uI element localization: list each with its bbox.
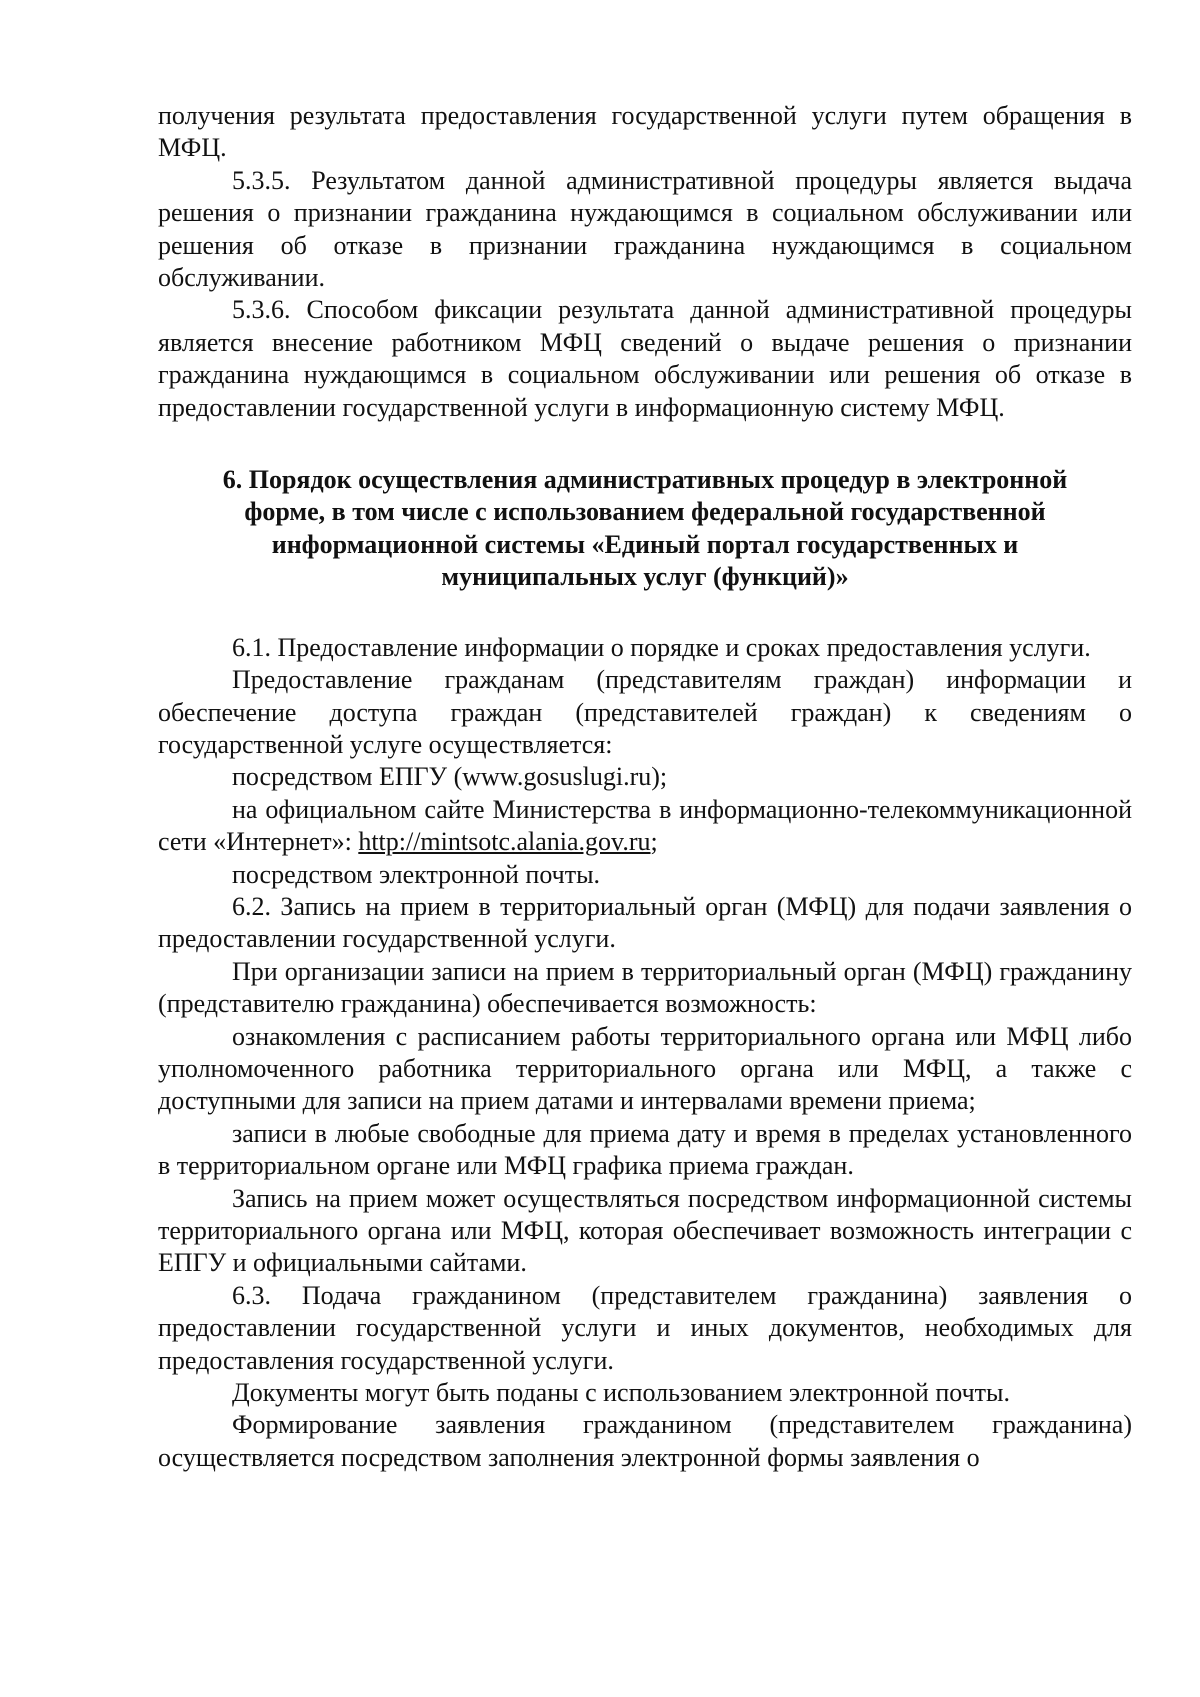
heading-line-4: муниципальных услуг (функций)» [441, 562, 849, 592]
paragraph-official-site [158, 794, 1132, 859]
paragraph-email-docs: Документы могут быть поданы с использованием электронной почты. [232, 1378, 1010, 1408]
paragraph-email: посредством электронной почты. [232, 859, 601, 889]
paragraph-epgu: посредством ЕПГУ (www.gosuslugi.ru); [232, 762, 668, 792]
official-site-text: на официальном сайте Министерства в информационно-телекоммуникационной сети «Интернет»: [158, 794, 1132, 857]
paragraph-mfc-result: получения результата предоставления государственной услуги путем обращения в МФЦ. [158, 101, 1132, 163]
paragraph-appointment-org: При организации записи на прием в территориальный орган (МФЦ) гражданину (представителю гражданина) обеспечивается возможность: [158, 956, 1132, 1019]
paragraph-schedule: ознакомления с расписанием работы территориального органа или МФЦ либо уполномоченного работника территориального органа или МФЦ, а также с доступными для записи на прием датами и интервалами времени приема; [158, 1021, 1132, 1116]
paragraph-5-3-6: 5.3.6. Способом фиксации результата данной административной процедуры является внесение работником МФЦ сведений о выдаче решения о признании гражданина нуждающимся в социальном обслуживании или решения об отказе в предоставлении государственной услуги в информационную систему МФЦ. [158, 295, 1132, 422]
paragraph-free-slots: записи в любые свободные для приема дату и время в пределах установленного в территориальном органе или МФЦ графика приема граждан. [158, 1118, 1132, 1181]
spacer [158, 594, 1132, 632]
section-6-heading [158, 464, 1132, 594]
paragraph-6-1: 6.1. Предоставление информации о порядке и сроках предоставления услуги. [232, 632, 1091, 662]
paragraph-form-filling: Формирование заявления гражданином (представителем гражданина) осуществляется посредством заполнения электронной формы заявления о [158, 1410, 1132, 1472]
ministry-site-link[interactable]: http://mintsotc.alania.gov.ru [358, 827, 651, 857]
paragraph-info-system: Запись на прием может осуществляться посредством информационной системы территориального органа или МФЦ, которая обеспечивает возможность интеграции с ЕПГУ и официальными сайтами. [158, 1183, 1132, 1278]
heading-line-3: информационной системы «Единый портал государственных и [271, 529, 1019, 559]
official-site-end: ; [650, 827, 658, 857]
paragraph-6-3: 6.3. Подача гражданином (представителем гражданина) заявления о предоставлении государственной услуги и иных документов, необходимых для предоставления государственной услуги. [158, 1280, 1132, 1375]
paragraph-info-access: Предоставление гражданам (представителям граждан) информации и обеспечение доступа граждан (представителей граждан) к сведениям о государственной услуге осуществляется: [158, 665, 1132, 759]
heading-line-1: 6. Порядок осуществления административных процедур в электронной [222, 465, 1068, 495]
spacer [158, 424, 1132, 464]
paragraph-6-2: 6.2. Запись на прием в территориальный орган (МФЦ) для подачи заявления о предоставлении государственной услуги. [158, 891, 1132, 954]
document-page [158, 100, 1132, 1474]
heading-line-2: форме, в том числе с использованием федеральной государственной [244, 497, 1046, 527]
paragraph-5-3-5: 5.3.5. Результатом данной административной процедуры является выдача решения о признании гражданина нуждающимся в социальном обслуживании или решения об отказе в признании гражданина нуждающимся в социальном обслуживании. [158, 165, 1132, 293]
